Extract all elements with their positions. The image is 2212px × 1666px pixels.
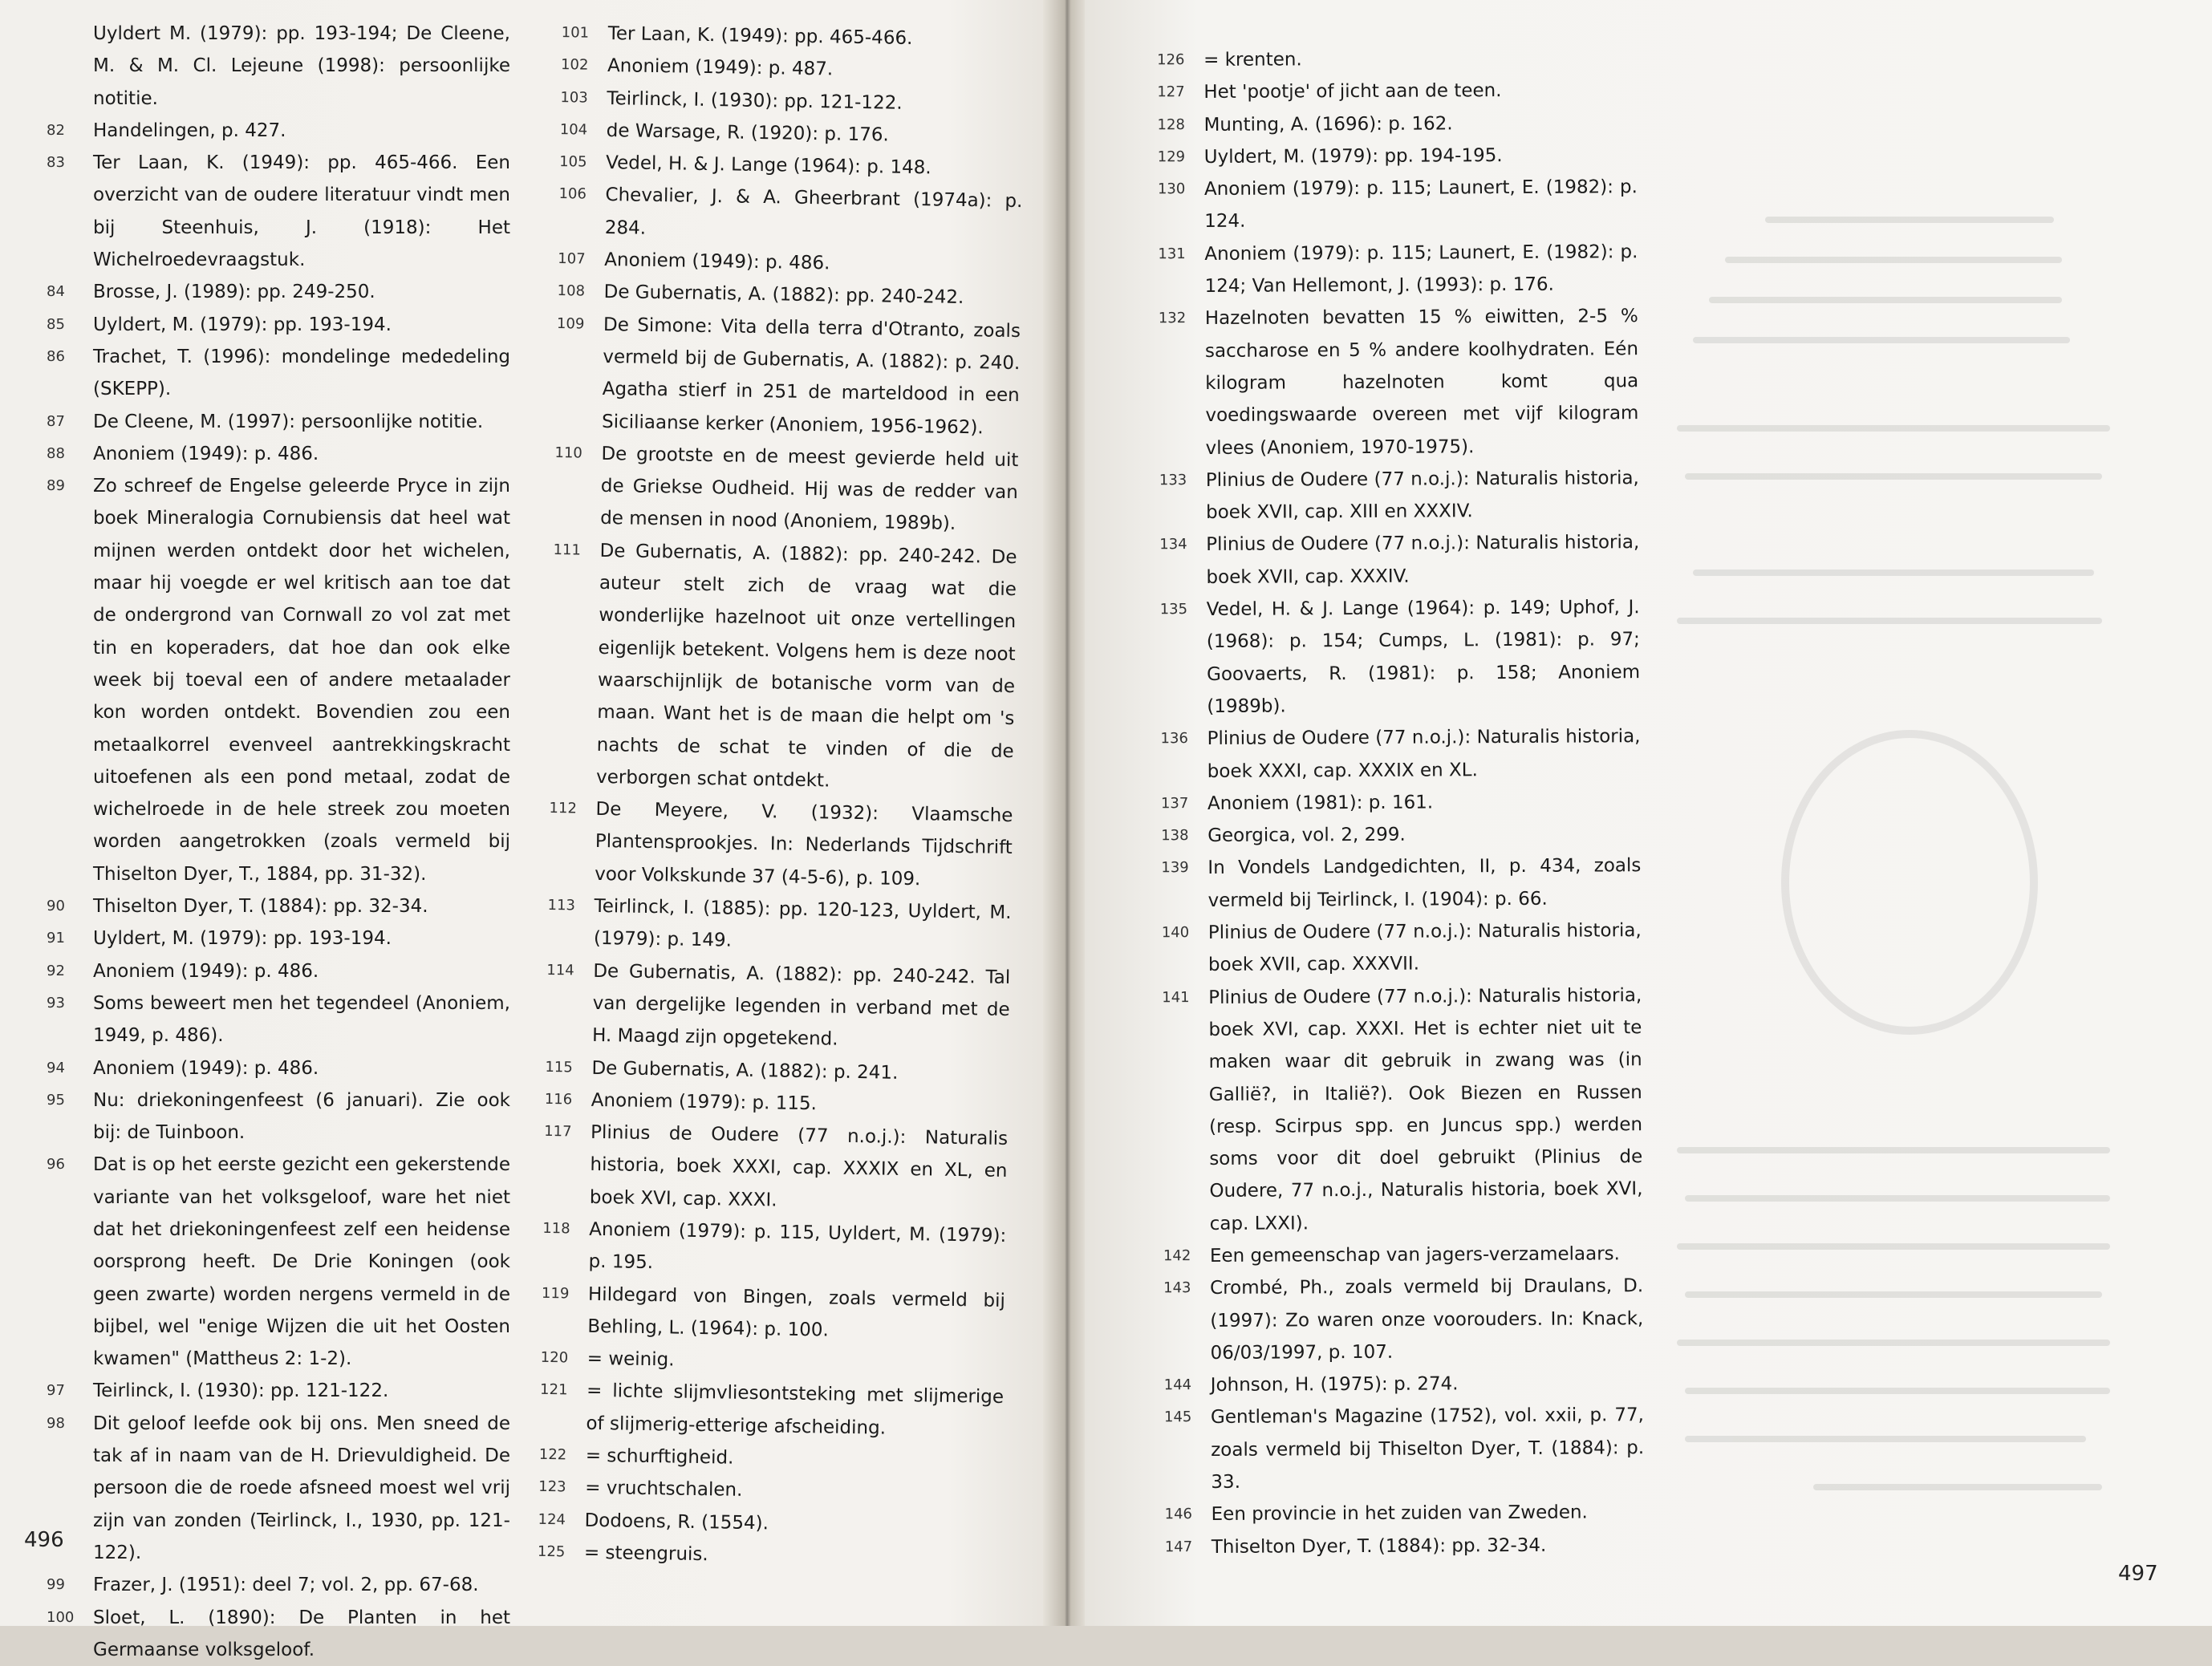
footnote-text: Teirlinck, I. (1930): pp. 121-122. xyxy=(93,1380,389,1402)
footnote-number: 98 xyxy=(47,1414,65,1432)
footnote-text: = steengruis. xyxy=(583,1542,708,1566)
footnote xyxy=(47,1375,510,1407)
footnote-number: 139 xyxy=(1161,859,1189,877)
footnote-number: 100 xyxy=(47,1608,75,1626)
footnote-text: Hazelnoten bevatten 15 % eiwitten, 2-5 % saccharose en 5 % andere koolhydraten. Eén kilogram hazelnoten komt qua voedingswaarde overeen met vijf kilogram vlees (Anoniem, 1970-1975). xyxy=(1204,306,1639,459)
footnote-text: = weinig. xyxy=(586,1348,675,1371)
footnote-number: 94 xyxy=(47,1059,65,1076)
footnote xyxy=(556,309,1021,444)
footnote-number: 111 xyxy=(553,541,582,559)
footnote-number: 114 xyxy=(546,961,574,979)
footnote-number: 104 xyxy=(559,120,588,139)
footnote-text: Teirlinck, I. (1885): pp. 120-123, Uyldert, M. (1979): p. 149. xyxy=(593,895,1012,951)
footnote-number: 108 xyxy=(557,282,586,300)
footnote xyxy=(47,1084,510,1149)
footnote-number: 146 xyxy=(1164,1506,1193,1523)
footnote-text: Brosse, J. (1989): pp. 249-250. xyxy=(93,282,375,303)
footnote-text: Ter Laan, K. (1949): pp. 465-466. Een overzicht van de oudere literatuur vindt men bij Steenhuis, J. (1918): Het Wichelroedevraagstuk. xyxy=(93,152,510,271)
footnote xyxy=(47,276,510,308)
footnote xyxy=(47,922,510,955)
footnote xyxy=(47,890,510,922)
footnote-number: 87 xyxy=(47,412,65,430)
footnote-number: 120 xyxy=(540,1349,569,1367)
footnote xyxy=(47,1052,510,1084)
footnote-text: Johnson, H. (1975): p. 274. xyxy=(1210,1373,1459,1396)
footnote-number: 84 xyxy=(47,283,65,301)
page-number-right: 497 xyxy=(2118,1562,2158,1586)
footnote-number: 119 xyxy=(541,1284,570,1303)
footnote xyxy=(47,147,510,276)
footnote-text: Plinius de Oudere (77 n.o.j.): Naturalis historia, boek XVII, cap. XXXVII. xyxy=(1207,920,1642,976)
footnote xyxy=(1160,720,1641,787)
footnote xyxy=(1163,1238,1643,1272)
footnote-text: Plinius de Oudere (77 n.o.j.): Naturalis historia, boek XXXI, cap. XXXIX en XL, en boek XVI, cap. XXXI. xyxy=(589,1121,1009,1211)
footnote-text: Anoniem (1949): p. 487. xyxy=(607,55,834,80)
footnote-number: 88 xyxy=(47,444,65,462)
footnote-number: 96 xyxy=(47,1156,65,1173)
footnote-number: 115 xyxy=(545,1058,573,1076)
footnote-number: 113 xyxy=(547,896,576,914)
footnote xyxy=(1161,914,1642,981)
footnote-number: 122 xyxy=(538,1445,567,1464)
footnote-number: 131 xyxy=(1158,245,1186,263)
footnote-number: 91 xyxy=(47,930,65,947)
footnote-text: Plinius de Oudere (77 n.o.j.): Naturalis historia, boek XVII, cap. XXXIV. xyxy=(1206,532,1640,588)
footnote-text: Plinius de Oudere (77 n.o.j.): Naturalis historia, boek XVI, cap. XXXI. Het is echter niet uit te maken waar dit gebruik in zwang was (in Gallië?, in Italië?). Ook Biezen en Russen (resp. Scirpus spp. en Juncus spp.) werden soms voor dit doel gebruikt (Plinius de Oudere, 77 n.o.j., Naturalis historia, boek XVI, cap. LXXI). xyxy=(1208,984,1643,1234)
footnote xyxy=(1157,42,1637,76)
footnote xyxy=(542,1214,1007,1285)
footnote-number: 93 xyxy=(47,994,65,1011)
footnote xyxy=(1157,74,1637,108)
footnote-text: Trachet, T. (1996): mondelinge mededeling (SKEPP). xyxy=(93,346,510,400)
footnote xyxy=(47,1408,510,1569)
footnote-number: 143 xyxy=(1163,1279,1191,1297)
footnote-text: Nu: driekoningenfeest (6 januari). Zie ook bij: de Tuinboon. xyxy=(93,1089,510,1144)
footnote-number: 85 xyxy=(47,315,65,333)
footnote xyxy=(47,115,510,147)
footnote-text: De grootste en de meest gevierde held uit de Griekse Oudheid. Hij was de redder van de mensen in nood (Anoniem, 1989b). xyxy=(599,443,1019,535)
footnote-text: Munting, A. (1696): p. 162. xyxy=(1203,112,1453,136)
footnote-text: Teirlinck, I. (1930): pp. 121-122. xyxy=(607,87,903,114)
book-gutter xyxy=(1043,0,1091,1626)
footnote xyxy=(541,1278,1006,1349)
footnote-text: Anoniem (1979): p. 115; Launert, E. (1982): p. 124. xyxy=(1203,176,1638,233)
footnote-text: Uyldert M. (1979): pp. 193-194; De Cleene, M. & M. Cl. Lejeune (1998): persoonlijke notitie. xyxy=(93,23,510,109)
footnote-number: 95 xyxy=(47,1091,65,1109)
notes-column-left-1 xyxy=(47,18,510,1666)
footnote-text: In Vondels Landgedichten, II, p. 434, zoals vermeld bij Teirlinck, I. (1904): p. 66. xyxy=(1207,855,1642,911)
footnote-number: 83 xyxy=(47,154,65,172)
footnote-number: 128 xyxy=(1157,116,1185,133)
footnote-number: 110 xyxy=(554,444,582,462)
footnote xyxy=(1162,979,1643,1240)
footnote xyxy=(1157,107,1637,141)
footnote-number: 101 xyxy=(561,24,590,42)
footnote-number: 102 xyxy=(560,56,589,74)
footnote-text: Georgica, vol. 2, 299. xyxy=(1207,824,1406,847)
footnote-number: 136 xyxy=(1160,730,1188,748)
footnote-number: 105 xyxy=(559,153,587,171)
footnote-number: 133 xyxy=(1159,471,1187,489)
footnote-text: De Simone: Vita della terra d'Otranto, zoals vermeld bij de Gubernatis, A. (1882): p. 240. Agatha stierf in 251 de marteldood in een Siciliaanse kerker (Anoniem, 1956-1962). xyxy=(601,314,1021,438)
footnote-number: 99 xyxy=(47,1576,65,1594)
footnote-text: De Gubernatis, A. (1882): pp. 240-242. xyxy=(603,282,964,309)
footnote-number: 106 xyxy=(558,185,587,204)
footnote-text: Uyldert, M. (1979): pp. 193-194. xyxy=(93,928,392,950)
footnote xyxy=(1157,139,1638,173)
footnote-number: 86 xyxy=(47,347,65,365)
footnote-text: Ter Laan, K. (1949): pp. 465-466. xyxy=(607,22,913,49)
notes-column-right-1 xyxy=(1157,42,1645,1563)
footnote-text: Thiselton Dyer, T. (1884): pp. 32-34. xyxy=(1211,1534,1547,1558)
footnote-text: Vedel, H. & J. Lange (1964): p. 149; Uphof, J. (1968): p. 154; Cumps, L. (1981): p. 97; Goovaerts, R. (1981): p. 158; Anoniem (1989b). xyxy=(1206,597,1641,717)
footnote-text: Frazer, J. (1951): deel 7; vol. 2, pp. 67-68. xyxy=(93,1575,479,1596)
footnote-text: = krenten. xyxy=(1203,49,1302,71)
footnote xyxy=(47,406,510,438)
footnote xyxy=(1159,527,1640,594)
footnote xyxy=(47,470,510,890)
footnote-number: 127 xyxy=(1157,83,1185,101)
footnote xyxy=(47,438,510,470)
footnote-text: Anoniem (1981): p. 161. xyxy=(1207,792,1434,814)
footnote-number: 125 xyxy=(537,1542,566,1561)
footnote-text: De Gubernatis, A. (1882): p. 241. xyxy=(591,1057,899,1084)
footnote-text: Uyldert, M. (1979): pp. 194-195. xyxy=(1203,144,1503,168)
footnote-text: Anoniem (1949): p. 486. xyxy=(93,1057,319,1079)
left-page xyxy=(0,0,1075,1660)
footnote-number: 97 xyxy=(47,1382,65,1400)
footnote-number: 126 xyxy=(1157,51,1185,69)
footnote xyxy=(547,890,1012,962)
footnote-text: Anoniem (1979): p. 115. xyxy=(591,1089,818,1115)
footnote xyxy=(1163,1270,1644,1369)
footnote xyxy=(47,1602,510,1666)
footnote xyxy=(1158,236,1638,302)
footnote-number: 90 xyxy=(47,898,65,915)
footnote-number: 135 xyxy=(1159,601,1188,618)
footnote xyxy=(47,1569,510,1601)
footnote-text: = schurftigheid. xyxy=(585,1445,734,1469)
footnote-number: 144 xyxy=(1163,1376,1192,1394)
footnote-number: 116 xyxy=(544,1090,573,1109)
footnote-text: Plinius de Oudere (77 n.o.j.): Naturalis historia, boek XVII, cap. XIII en XXXIV. xyxy=(1205,468,1639,524)
footnote-text: Handelingen, p. 427. xyxy=(93,120,286,141)
footnote-number: 138 xyxy=(1161,827,1189,845)
footnote xyxy=(539,1375,1005,1446)
footnote xyxy=(47,955,510,987)
footnote-number: 82 xyxy=(47,121,65,139)
footnote-text: Uyldert, M. (1979): pp. 193-194. xyxy=(93,314,392,335)
footnote xyxy=(1164,1497,1644,1531)
footnote-text: Dat is op het eerste gezicht een gekerstende variante van het volksgeloof, ware het niet dat het driekoningenfeest zelf een heidense oorsprong heeft. De Drie Koningen (ook geen zwarte) worden nergens vermeld in de bijbel, wel "enige Wijzen die uit het Oosten kwamen" (Mattheus 2: 1-2). xyxy=(93,1154,510,1370)
footnote-number: 109 xyxy=(556,314,585,333)
footnote-number: 118 xyxy=(542,1219,570,1238)
footnote-text: De Meyere, V. (1932): Vlaamsche Plantensprookjes. In: Nederlands Tijdschrift voor Volkskunde 37 (4-5-6), p. 109. xyxy=(595,799,1013,890)
footnote-number: 121 xyxy=(539,1381,568,1399)
footnote xyxy=(93,18,510,115)
footnote-text: Crombé, Ph., zoals vermeld bij Draulans, D. (1997): Zo waren onze voorouders. In: Knack, 06/03/1997, p. 107. xyxy=(1210,1275,1644,1364)
footnote-number: 92 xyxy=(47,962,65,979)
footnote-number: 140 xyxy=(1161,924,1190,942)
footnote xyxy=(1158,301,1639,464)
footnote-number: 132 xyxy=(1158,310,1187,327)
footnote-text: Anoniem (1979): p. 115; Launert, E. (1982): p. 124; Van Hellemont, J. (1993): p. 176. xyxy=(1204,241,1638,298)
footnote-text: Een provincie in het zuiden van Zweden. xyxy=(1211,1502,1588,1526)
footnote-number: 130 xyxy=(1157,180,1186,198)
footnote-number: 141 xyxy=(1162,988,1190,1006)
footnote-text: = vruchtschalen. xyxy=(584,1478,743,1502)
footnote xyxy=(558,179,1023,250)
footnote-text: Sloet, L. (1890): De Planten in het Germaanse volksgeloof. xyxy=(93,1607,510,1660)
page-number-left: 496 xyxy=(24,1528,64,1552)
footnote-text: Vedel, H. & J. Lange (1964): p. 148. xyxy=(605,152,931,179)
footnote xyxy=(549,793,1013,897)
footnote-number: 137 xyxy=(1160,794,1189,813)
footnote xyxy=(1164,1529,1645,1563)
footnote-number: 112 xyxy=(549,800,578,817)
footnote xyxy=(1157,171,1638,237)
footnote xyxy=(1160,785,1641,820)
footnote-text: De Gubernatis, A. (1882): pp. 240-242. De auteur stelt zich de vraag wat die wonderlijke hazelnoot uit onze vertellingen eigenlijk betekent. Volgens hem is deze noot waarschijnlijk de botanische vorm van de maan. Want het is de maan die helpt om 's nachts de schat te vinden of die de verborgen schat ontdekt. xyxy=(595,540,1017,792)
footnote-number: 129 xyxy=(1157,148,1186,166)
footnote-number: 123 xyxy=(538,1478,566,1496)
footnote-number: 103 xyxy=(560,88,588,107)
footnote-text: Hildegard von Bingen, zoals vermeld bij Behling, L. (1964): p. 100. xyxy=(587,1283,1006,1341)
footnote-text: Anoniem (1979): p. 115, Uyldert, M. (1979): p. 195. xyxy=(588,1218,1007,1274)
footnote xyxy=(546,955,1011,1058)
footnote-text: Dit geloof leefde ook bij ons. Men sneed de tak af in naam van de H. Drievuldigheid. De persoon die de roede afsneed moest wel vrij zijn van zonden (Teirlinck, I., 1930, pp. 121-122). xyxy=(93,1413,510,1563)
footnote-text: Zo schreef de Engelse geleerde Pryce in zijn boek Mineralogia Cornubiensis dat heel wat mijnen werden ontdekt door het wichelen, maar hij voegde er wel kritisch aan toe dat de ondergrond van Cornwall zo vol zat met tin en koperaders, dat hoe dan ook elke week bij toeval een of andere metaalader kon worden ontdekt. Bovendien zou een metaalkorrel evenveel aantrekkingskracht uitoefenen als een pond metaal, zodat de wichelroede in de hele streek zou moeten worden aangetrokken (zoals vermeld bij Thiselton Dyer, T., 1884, pp. 31-32). xyxy=(93,476,510,885)
footnote-text: Chevalier, J. & A. Gheerbrant (1974a): p. 284. xyxy=(604,184,1023,239)
footnote xyxy=(537,1537,1002,1575)
footnote-text: Thiselton Dyer, T. (1884): pp. 32-34. xyxy=(93,896,428,918)
footnote-text: de Warsage, R. (1920): p. 176. xyxy=(606,120,890,146)
footnote xyxy=(47,309,510,341)
footnote-number: 142 xyxy=(1163,1247,1191,1265)
footnote xyxy=(1163,1400,1645,1499)
footnote-text: Het 'pootje' of jicht aan de teen. xyxy=(1203,80,1502,103)
footnote xyxy=(1163,1367,1644,1401)
footnote xyxy=(47,341,510,406)
footnote-number: 134 xyxy=(1159,536,1187,553)
footnote-text: De Cleene, M. (1997): persoonlijke notitie. xyxy=(93,411,484,432)
footnote-text: Dodoens, R. (1554). xyxy=(584,1510,769,1534)
footnote-number: 145 xyxy=(1163,1409,1192,1426)
footnote-number: 107 xyxy=(558,250,586,268)
footnote xyxy=(553,535,1017,801)
footnote-text: Anoniem (1949): p. 486. xyxy=(604,249,830,274)
footnote-text: De Gubernatis, A. (1882): pp. 240-242. Tal van dergelijke legenden in verband met de H. Maagd zijn opgetekend. xyxy=(591,960,1011,1050)
footnote-text: Soms beweert men het tegendeel (Anoniem, 1949, p. 486). xyxy=(93,992,510,1047)
footnote xyxy=(47,1149,510,1375)
footnote xyxy=(554,438,1019,541)
show-through-reverse-page xyxy=(1669,24,2118,1516)
footnote-text: Een gemeenschap van jagers-verzamelaars. xyxy=(1209,1243,1621,1267)
footnote-number: 147 xyxy=(1164,1538,1193,1555)
footnote xyxy=(1159,591,1641,723)
footnote-text: Anoniem (1949): p. 486. xyxy=(93,443,319,464)
footnote-number: 89 xyxy=(47,477,65,495)
footnote xyxy=(47,987,510,1052)
footnote-text: Anoniem (1949): p. 486. xyxy=(93,960,319,982)
footnote-text: = lichte slijmvliesontsteking met slijmerige of slijmerig-etterige afscheiding. xyxy=(586,1380,1005,1439)
footnote xyxy=(1161,850,1642,917)
footnote xyxy=(544,1117,1009,1220)
footnote-number: 117 xyxy=(544,1123,572,1141)
footnote-text: Plinius de Oudere (77 n.o.j.): Naturalis historia, boek XXXI, cap. XXXIX en XL. xyxy=(1207,726,1641,782)
footnote xyxy=(1161,817,1641,852)
footnote-number: 124 xyxy=(538,1510,566,1529)
footnote xyxy=(1159,462,1639,529)
footnote-text: Gentleman's Magazine (1752), vol. xxii, p. 77, zoals vermeld bij Thiselton Dyer, T. (1884): p. 33. xyxy=(1210,1405,1645,1494)
notes-column-left-2 xyxy=(537,18,1025,1575)
